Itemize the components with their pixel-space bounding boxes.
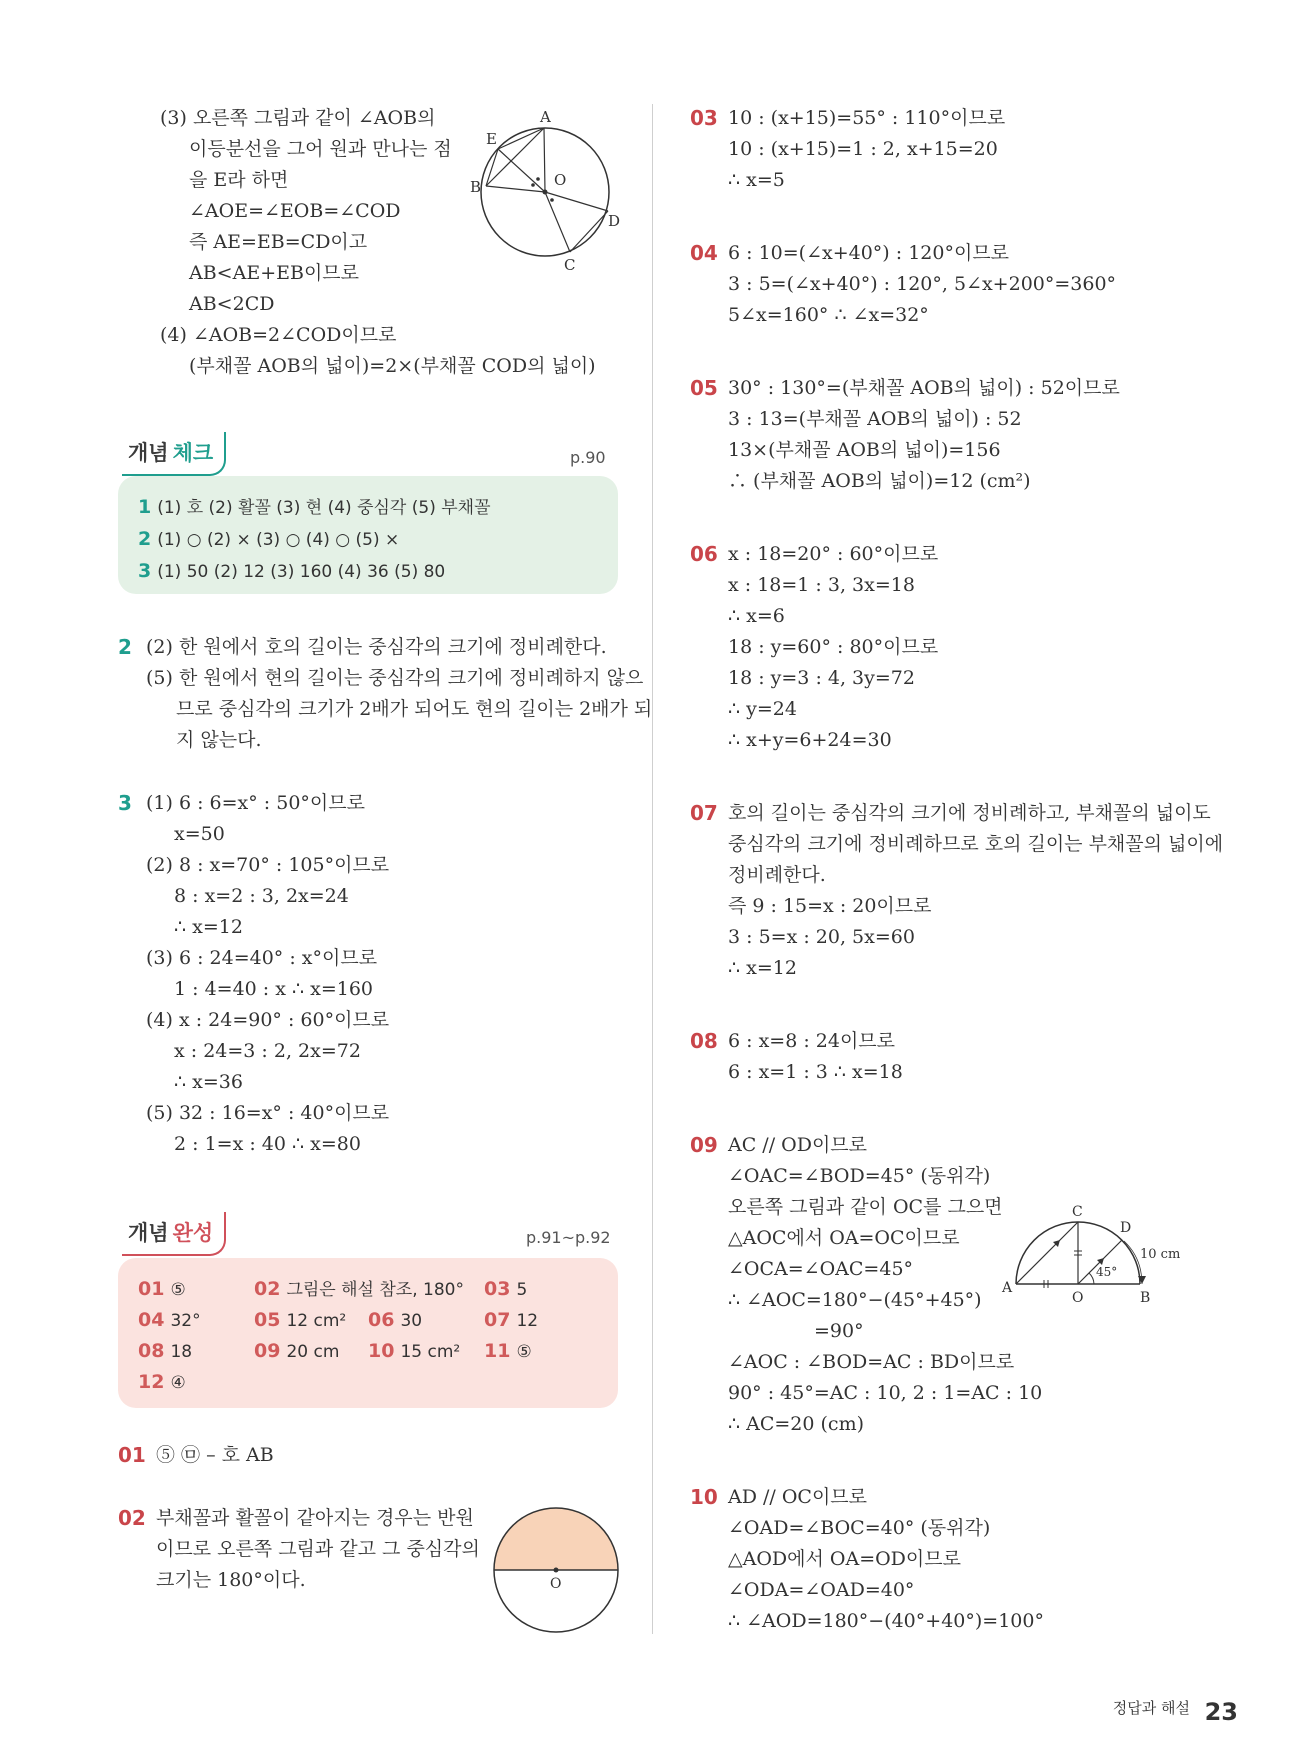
- fig1-label-c: C: [564, 256, 576, 274]
- q06-line-4: 18 : y=60° : 80°이므로: [728, 636, 939, 658]
- q09-line-2: ∠OAC=∠BOD=45° (동위각): [728, 1165, 991, 1187]
- section-3-number: 3: [118, 791, 132, 815]
- section-3-line-4: 8 : x=2 : 3, 2x=24: [174, 885, 349, 907]
- q09-line-7: =90°: [814, 1320, 864, 1342]
- section-2-number: 2: [118, 635, 132, 659]
- q01-text: ⑤ ㉤ – 호 AB: [156, 1444, 274, 1466]
- fig1-label-d: D: [608, 212, 620, 230]
- intro-line-4: ∠AOE=∠EOB=∠COD: [189, 200, 401, 222]
- fig2-label-a: A: [1002, 1280, 1013, 1296]
- column-divider: [652, 104, 653, 1634]
- intro-line-5: 즉 AE=EB=CD이고: [189, 231, 368, 253]
- fig2-label-length: 10 cm: [1140, 1247, 1180, 1262]
- q05-line-3: 13×(부채꼴 AOB의 넓이)=156: [728, 439, 1001, 461]
- complete-item-06: 06 30: [368, 1309, 423, 1331]
- fig1-label-o: O: [554, 171, 567, 189]
- q04-line-3: 5∠x=160° ∴ ∠x=32°: [728, 304, 929, 326]
- fig2-label-d: D: [1120, 1220, 1132, 1236]
- complete-item-04: 04 32°: [138, 1309, 201, 1331]
- section-2-line-2: (5) 한 원에서 현의 길이는 중심각의 크기에 정비례하지 않으: [146, 667, 644, 689]
- complete-item-03: 03 5: [484, 1278, 528, 1300]
- q03-line-3: ∴ x=5: [728, 169, 785, 191]
- q06-line-7: ∴ x+y=6+24=30: [728, 729, 892, 751]
- q07-line-1: 호의 길이는 중심각의 크기에 정비례하고, 부채꼴의 넓이도: [728, 802, 1211, 824]
- q05-line-2: 3 : 13=(부채꼴 AOB의 넓이) : 52: [728, 408, 1022, 430]
- q06-number: 06: [690, 542, 718, 566]
- intro-line-3: 을 E라 하면: [189, 169, 289, 191]
- check-title-b: 체크: [172, 441, 214, 465]
- q09-line-8: ∠AOC : ∠BOD=AC : BD이므로: [728, 1351, 1015, 1373]
- section-2-line-1: (2) 한 원에서 호의 길이는 중심각의 크기에 정비례한다.: [146, 636, 607, 658]
- intro-line-6: AB<AE+EB이므로: [189, 262, 360, 284]
- q09-line-5: ∠OCA=∠OAC=45°: [728, 1258, 914, 1280]
- intro-line-7: AB<2CD: [189, 293, 275, 315]
- section-3-line-7: 1 : 4=40 : x ∴ x=160: [174, 978, 374, 1000]
- fig1-label-e: E: [486, 130, 497, 148]
- intro-line-1: (3) 오른쪽 그림과 같이 ∠AOB의: [160, 107, 436, 129]
- q02-line-1: 부채꼴과 활꼴이 같아지는 경우는 반원: [156, 1507, 474, 1529]
- check-row-1-num: 1: [138, 496, 152, 518]
- section-3-line-8: (4) x : 24=90° : 60°이므로: [146, 1009, 390, 1031]
- check-title-a: 개념: [128, 441, 169, 465]
- q08-line-1: 6 : x=8 : 24이므로: [728, 1030, 896, 1052]
- fig1-label-a: A: [540, 108, 551, 126]
- fig2-label-c: C: [1072, 1204, 1083, 1220]
- q10-line-1: AD // OC이므로: [728, 1486, 868, 1508]
- complete-item-02: 02 그림은 해설 참조, 180°: [254, 1278, 464, 1300]
- complete-item-09: 09 20 cm: [254, 1340, 340, 1362]
- check-row-2: [138, 526, 399, 553]
- q06-line-1: x : 18=20° : 60°이므로: [728, 543, 939, 565]
- intro-line-8: (4) ∠AOB=2∠COD이므로: [160, 324, 397, 346]
- q10-number: 10: [690, 1485, 718, 1509]
- q07-number: 07: [690, 801, 718, 825]
- q09-line-6: ∴ ∠AOC=180°−(45°+45°): [728, 1289, 982, 1311]
- q10-line-3: △AOD에서 OA=OD이므로: [728, 1548, 961, 1570]
- semicircle-figure: [490, 1504, 622, 1636]
- q06-line-2: x : 18=1 : 3, 3x=18: [728, 574, 915, 596]
- fig2-label-angle: 45°: [1096, 1265, 1118, 1279]
- q09-line-10: ∴ AC=20 (cm): [728, 1413, 865, 1435]
- q04-number: 04: [690, 241, 718, 265]
- check-row-1: [138, 494, 491, 521]
- semicircle-label-o: O: [550, 1576, 562, 1592]
- q07-line-4: 즉 9 : 15=x : 20이므로: [728, 895, 932, 917]
- section-3-line-1: (1) 6 : 6=x° : 50°이므로: [146, 792, 365, 814]
- section-3-line-3: (2) 8 : x=70° : 105°이므로: [146, 854, 390, 876]
- q10-line-2: ∠OAD=∠BOC=40° (동위각): [728, 1517, 991, 1539]
- q09-number: 09: [690, 1133, 718, 1157]
- complete-item-05: 05 12 cm²: [254, 1309, 347, 1331]
- q08-line-2: 6 : x=1 : 3 ∴ x=18: [728, 1061, 903, 1083]
- fig2-label-o: O: [1072, 1290, 1084, 1306]
- footer-label: 정답과 해설: [1112, 1699, 1190, 1717]
- check-row-2-text: (1) ○ (2) × (3) ○ (4) ○ (5) ×: [157, 530, 400, 550]
- check-row-3: [138, 558, 445, 585]
- q07-line-3: 정비례한다.: [728, 864, 826, 886]
- q02-line-2: 이므로 오른쪽 그림과 같고 그 중심각의: [156, 1538, 480, 1560]
- q07-line-5: 3 : 5=x : 20, 5x=60: [728, 926, 915, 948]
- q09-line-3: 오른쪽 그림과 같이 OC를 그으면: [728, 1196, 1003, 1218]
- q04-line-1: 6 : 10=(∠x+40°) : 120°이므로: [728, 242, 1010, 264]
- intro-line-2: 이등분선을 그어 원과 만나는 점: [189, 138, 452, 160]
- section-3-line-12: 2 : 1=x : 40 ∴ x=80: [174, 1133, 361, 1155]
- q07-line-6: ∴ x=12: [728, 957, 797, 979]
- section-2-line-3: 므로 중심각의 크기가 2배가 되어도 현의 길이는 2배가 되: [176, 698, 653, 720]
- check-row-3-num: 3: [138, 560, 152, 582]
- section-3-line-5: ∴ x=12: [174, 916, 243, 938]
- check-row-3-text: (1) 50 (2) 12 (3) 160 (4) 36 (5) 80: [157, 562, 446, 582]
- q05-number: 05: [690, 376, 718, 400]
- q01-number: 01: [118, 1443, 146, 1467]
- fig2-label-b: B: [1140, 1290, 1151, 1306]
- page-number: 23: [1204, 1698, 1238, 1726]
- section-2-line-4: 지 않는다.: [176, 729, 262, 751]
- section-3-line-6: (3) 6 : 24=40° : x°이므로: [146, 947, 378, 969]
- check-row-2-num: 2: [138, 528, 152, 550]
- q06-line-3: ∴ x=6: [728, 605, 785, 627]
- section-3-line-10: ∴ x=36: [174, 1071, 243, 1093]
- complete-item-11: 11 ⑤: [484, 1340, 532, 1362]
- q03-line-1: 10 : (x+15)=55° : 110°이므로: [728, 107, 1006, 129]
- q06-line-6: ∴ y=24: [728, 698, 797, 720]
- complete-item-10: 10 15 cm²: [368, 1340, 461, 1362]
- q10-line-5: ∴ ∠AOD=180°−(40°+40°)=100°: [728, 1610, 1044, 1632]
- q02-number: 02: [118, 1506, 146, 1530]
- q07-line-2: 중심각의 크기에 정비례하므로 호의 길이는 부채꼴의 넓이에: [728, 833, 1224, 855]
- section-3-line-11: (5) 32 : 16=x° : 40°이므로: [146, 1102, 390, 1124]
- complete-title-b: 완성: [172, 1221, 214, 1245]
- check-row-1-text: (1) 호 (2) 활꼴 (3) 현 (4) 중심각 (5) 부채꼴: [157, 498, 491, 518]
- section-3-line-9: x : 24=3 : 2, 2x=72: [174, 1040, 361, 1062]
- complete-item-08: 08 18: [138, 1340, 193, 1362]
- q03-number: 03: [690, 106, 718, 130]
- complete-item-01: 01 ⑤: [138, 1278, 186, 1300]
- complete-page-ref: p.91~p.92: [526, 1228, 611, 1247]
- complete-title-a: 개념: [128, 1221, 169, 1245]
- complete-title: [128, 1218, 213, 1248]
- q02-line-3: 크기는 180°이다.: [156, 1569, 306, 1591]
- q09-line-1: AC // OD이므로: [728, 1134, 868, 1156]
- q08-number: 08: [690, 1029, 718, 1053]
- q10-line-4: ∠ODA=∠OAD=40°: [728, 1579, 915, 1601]
- q03-line-2: 10 : (x+15)=1 : 2, x+15=20: [728, 138, 998, 160]
- check-page-ref: p.90: [570, 448, 606, 467]
- q09-line-4: △AOC에서 OA=OC이므로: [728, 1227, 960, 1249]
- complete-item-12: 12 ④: [138, 1371, 186, 1393]
- q04-line-2: 3 : 5=(∠x+40°) : 120°, 5∠x+200°=360°: [728, 273, 1117, 295]
- q09-line-9: 90° : 45°=AC : 10, 2 : 1=AC : 10: [728, 1382, 1043, 1404]
- section-3-line-2: x=50: [174, 823, 225, 845]
- fig1-label-b: B: [470, 178, 482, 196]
- q06-line-5: 18 : y=3 : 4, 3y=72: [728, 667, 915, 689]
- q05-line-4: ∴ (부채꼴 AOB의 넓이)=12 (cm²): [728, 470, 1031, 492]
- intro-line-9: (부채꼴 AOB의 넓이)=2×(부채꼴 COD의 넓이): [189, 355, 596, 377]
- semicircle-figure-2: [996, 1196, 1180, 1306]
- complete-item-07: 07 12: [484, 1309, 539, 1331]
- q05-line-1: 30° : 130°=(부채꼴 AOB의 넓이) : 52이므로: [728, 377, 1120, 399]
- check-title: [128, 438, 213, 468]
- circle-figure-1: [460, 108, 620, 278]
